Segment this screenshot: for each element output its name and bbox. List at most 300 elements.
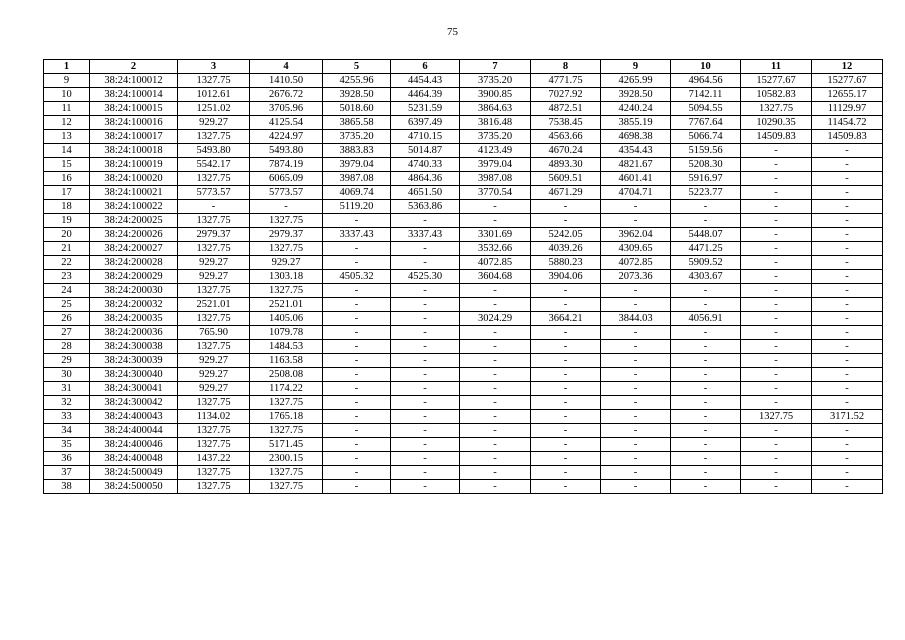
table-cell: - <box>323 326 391 340</box>
table-cell: 4651.50 <box>391 186 460 200</box>
table-cell: - <box>812 480 883 494</box>
table-cell: 11 <box>44 102 90 116</box>
table-cell: - <box>601 438 671 452</box>
table-cell: 4471.25 <box>671 242 741 256</box>
table-cell: 4525.30 <box>391 270 460 284</box>
table-cell: 7874.19 <box>250 158 323 172</box>
table-cell: 5159.56 <box>671 144 741 158</box>
table-cell: 1012.61 <box>178 88 250 102</box>
table-cell: 3962.04 <box>601 228 671 242</box>
table-cell: 38:24:100019 <box>90 158 178 172</box>
table-cell: 4505.32 <box>323 270 391 284</box>
table-cell: 38 <box>44 480 90 494</box>
table-cell: - <box>741 284 812 298</box>
table-cell: - <box>460 410 531 424</box>
table-cell: 1484.53 <box>250 340 323 354</box>
table-cell: 929.27 <box>178 382 250 396</box>
table-cell: - <box>671 354 741 368</box>
table-cell: 24 <box>44 284 90 298</box>
table-cell: 2979.37 <box>178 228 250 242</box>
table-cell: - <box>391 298 460 312</box>
table-cell: - <box>601 298 671 312</box>
table-cell: - <box>601 214 671 228</box>
table-cell: - <box>671 410 741 424</box>
table-cell: 4740.33 <box>391 158 460 172</box>
table-cell: 38:24:100014 <box>90 88 178 102</box>
table-cell: 7767.64 <box>671 116 741 130</box>
table-cell: 4255.96 <box>323 74 391 88</box>
table-cell: - <box>460 424 531 438</box>
table-cell: - <box>671 214 741 228</box>
table-cell: - <box>812 368 883 382</box>
table-cell: 11454.72 <box>812 116 883 130</box>
column-header: 11 <box>741 60 812 74</box>
table-row <box>44 116 883 130</box>
table-cell: - <box>391 466 460 480</box>
table-cell: 929.27 <box>250 256 323 270</box>
table-cell: - <box>323 452 391 466</box>
table-cell: - <box>250 200 323 214</box>
table-cell: 31 <box>44 382 90 396</box>
table-cell: - <box>391 438 460 452</box>
table-cell: - <box>601 480 671 494</box>
column-header: 8 <box>531 60 601 74</box>
table-cell: 1163.58 <box>250 354 323 368</box>
table-cell: 3532.66 <box>460 242 531 256</box>
table-cell: 38:24:100018 <box>90 144 178 158</box>
table-cell: 3664.21 <box>531 312 601 326</box>
table-cell: 5916.97 <box>671 172 741 186</box>
table-cell: 4710.15 <box>391 130 460 144</box>
table-row <box>44 130 883 144</box>
table-cell: - <box>531 298 601 312</box>
table-cell: 38:24:300040 <box>90 368 178 382</box>
table-cell: - <box>460 214 531 228</box>
table-cell: 1327.75 <box>178 284 250 298</box>
table-cell: - <box>460 326 531 340</box>
table-row <box>44 368 883 382</box>
table-row <box>44 480 883 494</box>
table-cell: - <box>601 424 671 438</box>
table-cell: 38:24:200032 <box>90 298 178 312</box>
table-row <box>44 312 883 326</box>
table-cell: 5242.05 <box>531 228 601 242</box>
table-cell: 1410.50 <box>250 74 323 88</box>
table-cell: 4464.39 <box>391 88 460 102</box>
table-cell: - <box>531 382 601 396</box>
table-cell: 33 <box>44 410 90 424</box>
table-cell: - <box>601 284 671 298</box>
table-cell: 38:24:400043 <box>90 410 178 424</box>
table-cell: - <box>741 466 812 480</box>
table-cell: - <box>323 340 391 354</box>
table-cell: 38:24:100022 <box>90 200 178 214</box>
header-row <box>44 60 883 74</box>
table-cell: 1327.75 <box>178 480 250 494</box>
table-cell: - <box>671 396 741 410</box>
table-cell: - <box>323 438 391 452</box>
table-cell: 4893.30 <box>531 158 601 172</box>
table-cell: - <box>531 424 601 438</box>
table-cell: 1134.02 <box>178 410 250 424</box>
table-cell: 4704.71 <box>601 186 671 200</box>
table-cell: 1327.75 <box>741 410 812 424</box>
table-cell: 3337.43 <box>323 228 391 242</box>
table-cell: - <box>812 354 883 368</box>
table-cell: - <box>671 424 741 438</box>
table-cell: - <box>323 242 391 256</box>
table-cell: 1327.75 <box>741 102 812 116</box>
table-cell: 10582.83 <box>741 88 812 102</box>
table-cell: 18 <box>44 200 90 214</box>
table-cell: - <box>460 396 531 410</box>
table-cell: 3904.06 <box>531 270 601 284</box>
page-number: 75 <box>447 26 458 38</box>
table-cell: 4069.74 <box>323 186 391 200</box>
table-cell: 5542.17 <box>178 158 250 172</box>
table-cell: 3735.20 <box>323 130 391 144</box>
table-cell: - <box>741 186 812 200</box>
table-cell: - <box>531 466 601 480</box>
table-cell: 5773.57 <box>250 186 323 200</box>
table-cell: - <box>741 172 812 186</box>
table-cell: - <box>391 242 460 256</box>
table-cell: 1327.75 <box>178 74 250 88</box>
table-cell: - <box>531 438 601 452</box>
table-cell: 11129.97 <box>812 102 883 116</box>
table-cell: - <box>671 200 741 214</box>
table-cell: 10 <box>44 88 90 102</box>
table-cell: 3987.08 <box>323 172 391 186</box>
table-row <box>44 186 883 200</box>
table-cell: 28 <box>44 340 90 354</box>
table-cell: - <box>741 312 812 326</box>
table-cell: 38:24:300041 <box>90 382 178 396</box>
table-cell: 38:24:500050 <box>90 480 178 494</box>
table-cell: - <box>741 228 812 242</box>
table-cell: - <box>741 452 812 466</box>
table-row <box>44 396 883 410</box>
table-cell: - <box>460 438 531 452</box>
table-cell: - <box>391 480 460 494</box>
table-cell: - <box>671 298 741 312</box>
table-cell: 4671.29 <box>531 186 601 200</box>
table-cell: 3735.20 <box>460 74 531 88</box>
table-cell: - <box>391 354 460 368</box>
table-cell: - <box>671 480 741 494</box>
table-cell: - <box>531 326 601 340</box>
table-cell: 4265.99 <box>601 74 671 88</box>
data-table <box>43 59 883 494</box>
table-cell: 38:24:200025 <box>90 214 178 228</box>
table-cell: 3855.19 <box>601 116 671 130</box>
table-cell: 4964.56 <box>671 74 741 88</box>
table-cell: - <box>812 312 883 326</box>
table-cell: 38:24:200030 <box>90 284 178 298</box>
table-cell: 34 <box>44 424 90 438</box>
table-cell: - <box>812 242 883 256</box>
table-cell: 38:24:300039 <box>90 354 178 368</box>
table-cell: - <box>531 368 601 382</box>
table-cell: - <box>391 452 460 466</box>
table-cell: 7142.11 <box>671 88 741 102</box>
table-cell: 38:24:200036 <box>90 326 178 340</box>
table-cell: - <box>531 200 601 214</box>
table-cell: - <box>812 172 883 186</box>
table-cell: - <box>741 200 812 214</box>
table-cell: - <box>323 424 391 438</box>
table-cell: 16 <box>44 172 90 186</box>
table-cell: - <box>391 326 460 340</box>
table-cell: 3979.04 <box>460 158 531 172</box>
table-cell: 1079.78 <box>250 326 323 340</box>
table-cell: - <box>671 340 741 354</box>
table-row <box>44 270 883 284</box>
table-cell: 10290.35 <box>741 116 812 130</box>
table-row <box>44 256 883 270</box>
table-cell: 5609.51 <box>531 172 601 186</box>
table-cell: 3705.96 <box>250 102 323 116</box>
table-cell: 1327.75 <box>250 466 323 480</box>
table-row <box>44 172 883 186</box>
table-cell: 17 <box>44 186 90 200</box>
table-cell: - <box>460 284 531 298</box>
table-row <box>44 466 883 480</box>
table-row <box>44 438 883 452</box>
table-cell: 14509.83 <box>741 130 812 144</box>
table-cell: - <box>391 410 460 424</box>
table-cell: - <box>460 200 531 214</box>
table-cell: 20 <box>44 228 90 242</box>
table-cell: 929.27 <box>178 256 250 270</box>
table-body <box>44 74 883 494</box>
table-cell: - <box>741 396 812 410</box>
table-cell: 1327.75 <box>178 130 250 144</box>
table-row <box>44 88 883 102</box>
table-cell: 12 <box>44 116 90 130</box>
table-cell: 2979.37 <box>250 228 323 242</box>
table-cell: - <box>391 424 460 438</box>
table-cell: 6397.49 <box>391 116 460 130</box>
table-cell: - <box>812 424 883 438</box>
table-cell: - <box>460 368 531 382</box>
table-cell: 1251.02 <box>178 102 250 116</box>
table-cell: 3337.43 <box>391 228 460 242</box>
table-cell: - <box>812 396 883 410</box>
table-cell: 1327.75 <box>178 424 250 438</box>
table-cell: - <box>741 242 812 256</box>
table-cell: 23 <box>44 270 90 284</box>
table-row <box>44 424 883 438</box>
table-cell: 38:24:300038 <box>90 340 178 354</box>
table-cell: - <box>178 200 250 214</box>
table-cell: - <box>741 438 812 452</box>
table-cell: - <box>812 340 883 354</box>
table-cell: 38:24:100016 <box>90 116 178 130</box>
table-cell: - <box>671 326 741 340</box>
table-cell: - <box>391 340 460 354</box>
table-cell: 38:24:100012 <box>90 74 178 88</box>
table-cell: 3883.83 <box>323 144 391 158</box>
table-cell: - <box>671 382 741 396</box>
table-cell: 38:24:100021 <box>90 186 178 200</box>
table-cell: - <box>531 480 601 494</box>
table-cell: 1327.75 <box>178 438 250 452</box>
table-cell: - <box>601 200 671 214</box>
table-cell: 1174.22 <box>250 382 323 396</box>
table-row <box>44 452 883 466</box>
table-cell: - <box>601 368 671 382</box>
table-cell: 3735.20 <box>460 130 531 144</box>
table-row <box>44 284 883 298</box>
table-cell: - <box>812 298 883 312</box>
column-header: 5 <box>323 60 391 74</box>
table-cell: 1327.75 <box>250 214 323 228</box>
table-cell: 38:24:100020 <box>90 172 178 186</box>
table-cell: - <box>323 382 391 396</box>
table-cell: 3865.58 <box>323 116 391 130</box>
table-cell: - <box>531 214 601 228</box>
table-cell: - <box>812 452 883 466</box>
table-cell: 2508.08 <box>250 368 323 382</box>
table-row <box>44 326 883 340</box>
table-cell: 4309.65 <box>601 242 671 256</box>
table-row <box>44 200 883 214</box>
table-cell: 9 <box>44 74 90 88</box>
table-cell: - <box>812 256 883 270</box>
table-cell: - <box>671 466 741 480</box>
table-cell: 2521.01 <box>250 298 323 312</box>
table-cell: - <box>531 410 601 424</box>
table-cell: - <box>460 298 531 312</box>
table-cell: - <box>460 466 531 480</box>
table-cell: 3928.50 <box>601 88 671 102</box>
table-cell: 4240.24 <box>601 102 671 116</box>
column-header: 12 <box>812 60 883 74</box>
table-cell: - <box>323 396 391 410</box>
table-cell: - <box>741 382 812 396</box>
table-cell: 30 <box>44 368 90 382</box>
table-cell: - <box>531 396 601 410</box>
table-cell: - <box>460 452 531 466</box>
table-cell: - <box>323 256 391 270</box>
table-cell: 3928.50 <box>323 88 391 102</box>
table-cell: 4056.91 <box>671 312 741 326</box>
column-header: 3 <box>178 60 250 74</box>
table-cell: - <box>671 284 741 298</box>
table-cell: 4072.85 <box>460 256 531 270</box>
table-cell: 5171.45 <box>250 438 323 452</box>
table-cell: 5014.87 <box>391 144 460 158</box>
table-cell: 38:24:200026 <box>90 228 178 242</box>
table-cell: 5094.55 <box>671 102 741 116</box>
table-cell: 1405.06 <box>250 312 323 326</box>
table-cell: 4864.36 <box>391 172 460 186</box>
table-cell: - <box>323 214 391 228</box>
table-cell: 929.27 <box>178 270 250 284</box>
table-cell: 21 <box>44 242 90 256</box>
table-cell: 14 <box>44 144 90 158</box>
column-header: 7 <box>460 60 531 74</box>
table-cell: - <box>323 298 391 312</box>
table-cell: - <box>812 158 883 172</box>
table-cell: - <box>323 312 391 326</box>
table-cell: 14509.83 <box>812 130 883 144</box>
table-cell: 4698.38 <box>601 130 671 144</box>
column-header: 1 <box>44 60 90 74</box>
table-cell: - <box>460 382 531 396</box>
table-cell: 5448.07 <box>671 228 741 242</box>
table-cell: - <box>460 480 531 494</box>
table-cell: 38:24:300042 <box>90 396 178 410</box>
table-cell: 4125.54 <box>250 116 323 130</box>
table-cell: 6065.09 <box>250 172 323 186</box>
table-cell: - <box>601 466 671 480</box>
table-cell: 15277.67 <box>812 74 883 88</box>
table-cell: - <box>671 368 741 382</box>
table-cell: 4303.67 <box>671 270 741 284</box>
table-cell: 5066.74 <box>671 130 741 144</box>
column-header: 6 <box>391 60 460 74</box>
table-cell: 3900.85 <box>460 88 531 102</box>
table-cell: 1327.75 <box>250 242 323 256</box>
table-cell: - <box>741 144 812 158</box>
table-cell: - <box>741 270 812 284</box>
table-cell: 38:24:200027 <box>90 242 178 256</box>
table-cell: - <box>531 284 601 298</box>
table-cell: - <box>741 158 812 172</box>
table-cell: 7538.45 <box>531 116 601 130</box>
table-cell: - <box>391 284 460 298</box>
table-cell: 2676.72 <box>250 88 323 102</box>
table-cell: 1327.75 <box>250 480 323 494</box>
table-row <box>44 242 883 256</box>
table-cell: - <box>531 452 601 466</box>
table-cell: - <box>741 424 812 438</box>
table-cell: 765.90 <box>178 326 250 340</box>
table-cell: 12655.17 <box>812 88 883 102</box>
table-cell: 1327.75 <box>178 340 250 354</box>
table-cell: - <box>391 368 460 382</box>
table-cell: 3979.04 <box>323 158 391 172</box>
table-cell: 1437.22 <box>178 452 250 466</box>
table-cell: 38:24:100017 <box>90 130 178 144</box>
table-cell: - <box>323 466 391 480</box>
table-cell: 4072.85 <box>601 256 671 270</box>
table-cell: 19 <box>44 214 90 228</box>
table-cell: 13 <box>44 130 90 144</box>
table-cell: 929.27 <box>178 116 250 130</box>
table-cell: - <box>671 438 741 452</box>
table-cell: 32 <box>44 396 90 410</box>
table-cell: - <box>671 452 741 466</box>
table-cell: 37 <box>44 466 90 480</box>
table-cell: - <box>460 340 531 354</box>
table-row <box>44 410 883 424</box>
table-cell: - <box>601 452 671 466</box>
table-cell: - <box>601 410 671 424</box>
table-cell: 3770.54 <box>460 186 531 200</box>
table-row <box>44 228 883 242</box>
table-cell: 5880.23 <box>531 256 601 270</box>
table-cell: - <box>741 214 812 228</box>
table-cell: 3864.63 <box>460 102 531 116</box>
table-cell: 5493.80 <box>250 144 323 158</box>
table-cell: - <box>323 284 391 298</box>
table-cell: - <box>391 312 460 326</box>
table-cell: - <box>601 382 671 396</box>
table-cell: 5231.59 <box>391 102 460 116</box>
